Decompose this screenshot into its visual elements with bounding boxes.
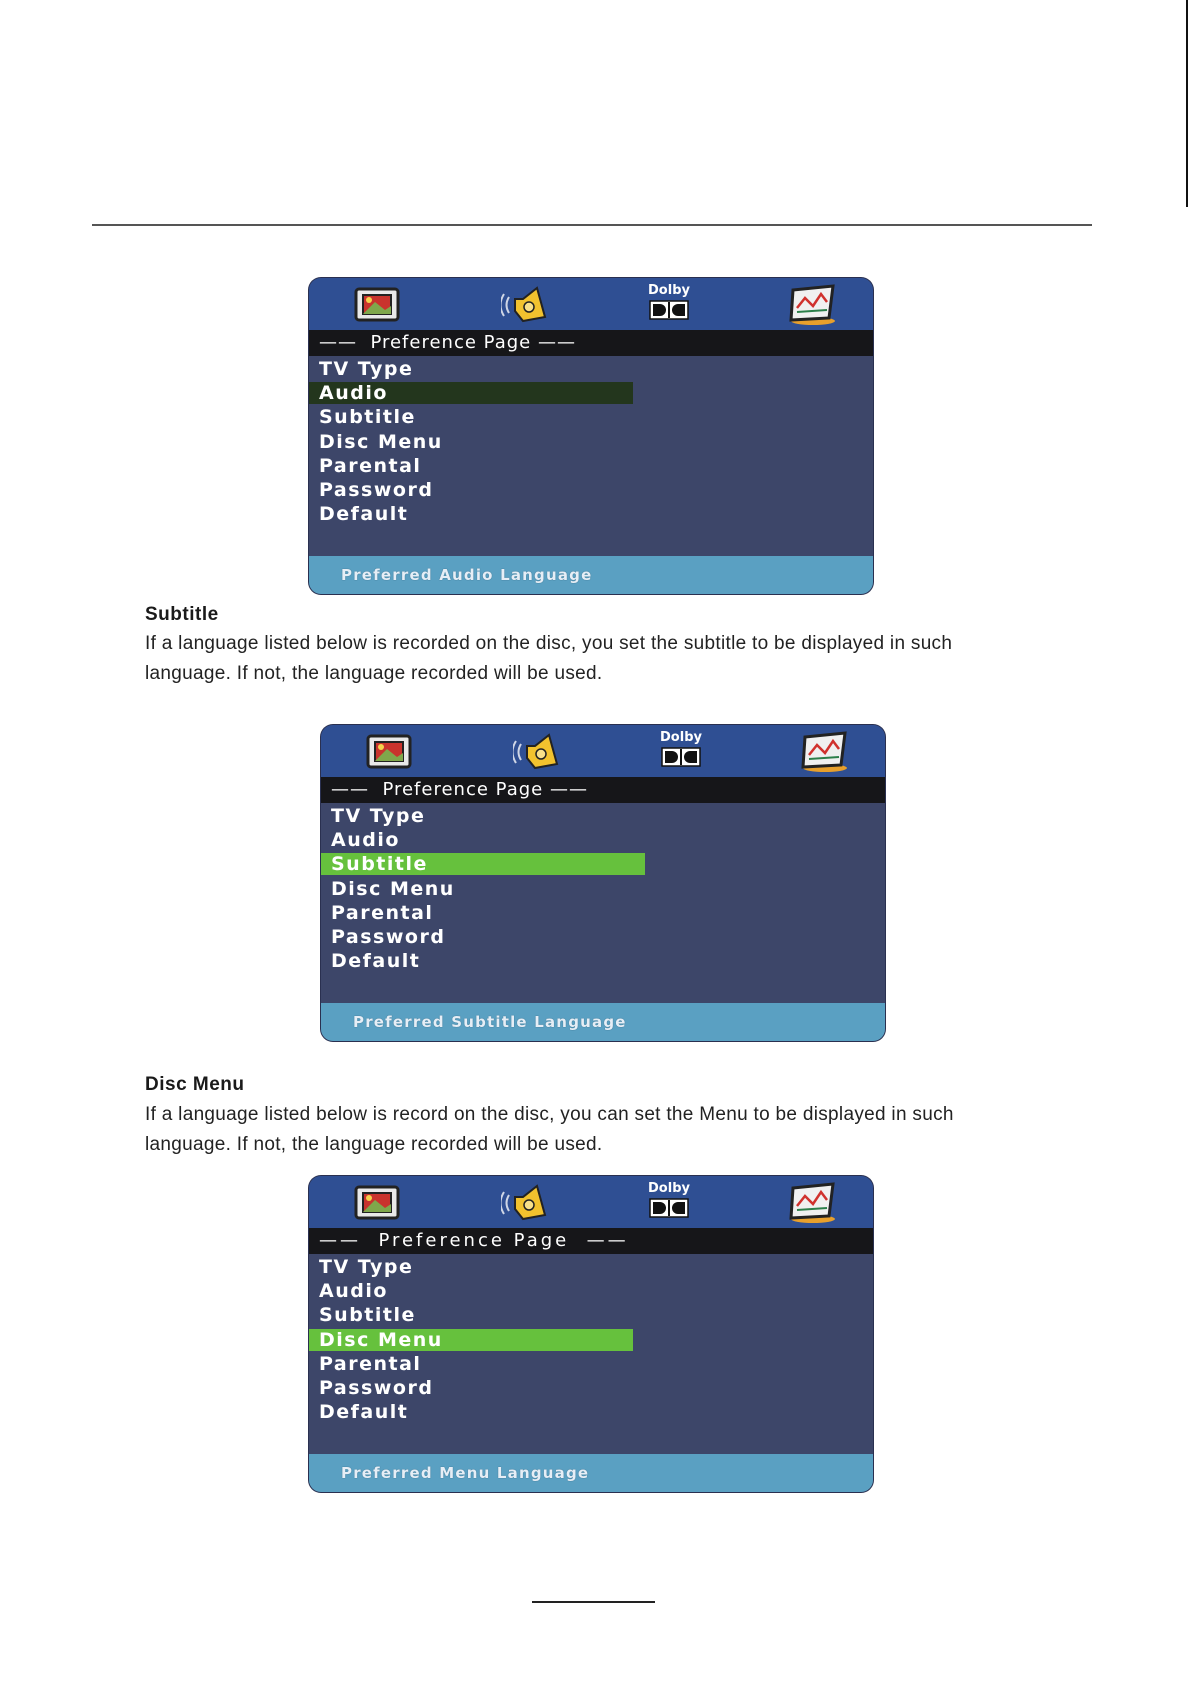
osd-menu-list <box>321 804 885 973</box>
body-line: If a language listed below is record on the disc, you can set the Menu to be displayed in such <box>145 1104 954 1125</box>
menu-item-audio[interactable]: Audio <box>319 1280 388 1303</box>
menu-item-tv-type[interactable]: TV Type <box>319 1256 414 1278</box>
menu-item-password[interactable]: Password <box>331 925 446 948</box>
menu-item-password[interactable]: Password <box>319 478 434 501</box>
tv-setup-icon[interactable] <box>363 731 415 773</box>
section-body-subtitle <box>145 629 1045 689</box>
menu-item-subtitle[interactable]: Subtitle <box>319 406 416 429</box>
osd-page-title: —— Preference Page —— <box>309 330 873 356</box>
preference-chart-icon[interactable] <box>787 1182 839 1224</box>
osd-status-bar: Preferred Menu Language <box>309 1454 873 1492</box>
tv-setup-icon[interactable] <box>351 1182 403 1224</box>
menu-item-disc-menu[interactable]: Disc Menu <box>331 877 455 900</box>
menu-item-default[interactable]: Default <box>319 1401 409 1424</box>
body-line: If a language listed below is recorded on the disc, you set the subtitle to be displayed in such <box>145 633 953 654</box>
preference-chart-icon[interactable] <box>799 731 851 773</box>
osd-status-bar: Preferred Audio Language <box>309 556 873 594</box>
dolby-label: Dolby <box>648 1181 690 1196</box>
menu-item-default[interactable]: Default <box>331 950 421 973</box>
menu-item-subtitle[interactable]: Subtitle <box>319 1304 416 1327</box>
section-heading-subtitle: Subtitle <box>145 604 219 625</box>
menu-item-default[interactable]: Default <box>319 503 409 526</box>
dolby-mark-icon <box>649 300 689 325</box>
body-line: language. If not, the language recorded will be used. <box>145 1134 603 1155</box>
osd-icon-bar <box>309 278 873 330</box>
menu-item-disc-menu[interactable]: Disc Menu <box>319 430 443 453</box>
osd-icon-bar <box>321 725 885 777</box>
osd-screen-audio <box>309 278 873 594</box>
preference-chart-icon[interactable] <box>787 284 839 326</box>
tv-setup-icon[interactable] <box>351 284 403 326</box>
dolby-label: Dolby <box>648 283 690 298</box>
section-body-disc-menu <box>145 1100 1045 1160</box>
menu-item-subtitle[interactable]: Subtitle <box>321 852 885 876</box>
osd-status-bar: Preferred Subtitle Language <box>321 1003 885 1041</box>
menu-item-parental[interactable]: Parental <box>319 454 422 477</box>
speaker-icon[interactable] <box>499 284 551 326</box>
dolby-icon[interactable] <box>651 731 711 771</box>
dolby-mark-icon <box>649 1198 689 1223</box>
dolby-icon[interactable] <box>639 1182 699 1222</box>
menu-item-tv-type[interactable]: TV Type <box>319 358 414 380</box>
dolby-mark-icon <box>661 747 701 772</box>
menu-item-password[interactable]: Password <box>319 1376 434 1399</box>
osd-menu-list <box>309 357 873 526</box>
page-edge-mark <box>1186 0 1188 207</box>
menu-item-audio[interactable]: Audio <box>331 829 400 852</box>
menu-item-audio[interactable]: Audio <box>309 381 873 405</box>
header-rule <box>92 224 1092 226</box>
osd-menu-list <box>309 1255 873 1424</box>
osd-icon-bar <box>309 1176 873 1228</box>
dolby-label: Dolby <box>660 730 702 745</box>
osd-screen-disc-menu <box>309 1176 873 1492</box>
section-heading-disc-menu: Disc Menu <box>145 1074 245 1095</box>
menu-item-tv-type[interactable]: TV Type <box>331 805 426 827</box>
menu-item-parental[interactable]: Parental <box>331 901 434 924</box>
osd-page-title: —— Preference Page —— <box>309 1228 873 1254</box>
body-line: language. If not, the language recorded will be used. <box>145 663 603 684</box>
osd-page-title: —— Preference Page —— <box>321 777 885 803</box>
osd-screen-subtitle <box>321 725 885 1041</box>
dolby-icon[interactable] <box>639 284 699 324</box>
speaker-icon[interactable] <box>499 1182 551 1224</box>
footer-rule <box>532 1601 655 1603</box>
menu-item-disc-menu[interactable]: Disc Menu <box>309 1328 873 1352</box>
speaker-icon[interactable] <box>511 731 563 773</box>
menu-item-parental[interactable]: Parental <box>319 1352 422 1375</box>
